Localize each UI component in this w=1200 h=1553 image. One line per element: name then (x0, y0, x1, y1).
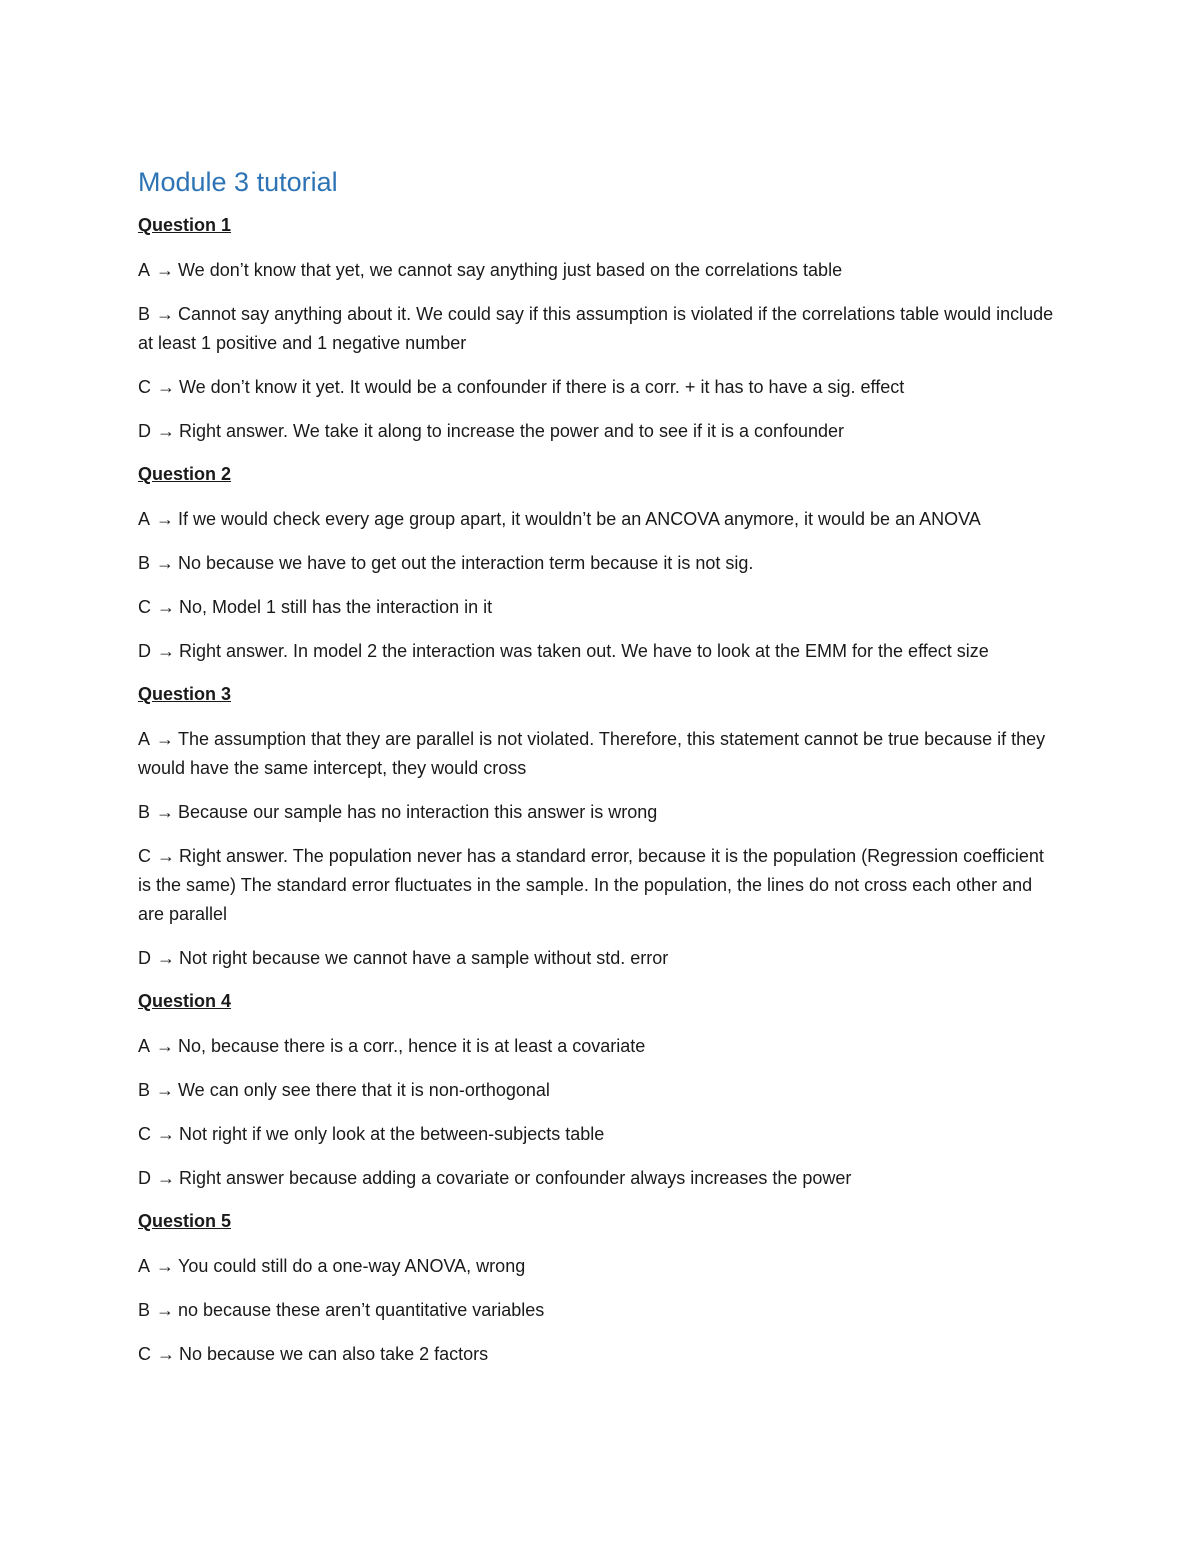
answer-letter: C (138, 1124, 151, 1144)
answer-letter: D (138, 641, 151, 661)
answer-text: No, Model 1 still has the interaction in it (179, 597, 493, 617)
answer-letter: C (138, 597, 151, 617)
answer-letter: C (138, 846, 151, 866)
answer-letter: C (138, 1344, 151, 1364)
answer-letter: A (138, 729, 151, 749)
question-section (138, 461, 1058, 666)
answer-text: You could still do a one-way ANOVA, wrong (178, 1256, 526, 1276)
questions-list (138, 212, 1058, 1369)
document-page (138, 162, 1058, 1384)
arrow-right-icon: → (156, 304, 175, 324)
answer-letter: B (138, 802, 151, 822)
answer-text: No, because there is a corr., hence it is at least a covariate (178, 1036, 646, 1056)
answer-item (138, 798, 1058, 827)
question-heading: Question 5 (138, 1211, 232, 1231)
arrow-right-icon: → (156, 729, 175, 749)
arrow-right-icon: → (157, 377, 175, 397)
arrow-right-icon: → (157, 421, 175, 441)
question-section (138, 212, 1058, 446)
answer-letter: D (138, 948, 151, 968)
answer-letter: B (138, 1300, 151, 1320)
answer-letter: A (138, 1256, 151, 1276)
question-heading: Question 3 (138, 684, 232, 704)
answer-text: The assumption that they are parallel is not violated. Therefore, this statement cannot be true because if they would have the same intercept, they would cross (138, 729, 1046, 778)
question-section (138, 1208, 1058, 1369)
answer-item (138, 593, 1058, 622)
answer-text: No because we have to get out the interaction term because it is not sig. (178, 553, 754, 573)
answer-item (138, 637, 1058, 666)
answer-item (138, 373, 1058, 402)
question-heading: Question 4 (138, 991, 232, 1011)
answer-item (138, 505, 1058, 534)
answer-item (138, 842, 1058, 929)
answer-item (138, 944, 1058, 973)
answer-text: Right answer. The population never has a standard error, because it is the population (Regression coefficient is the same) The standard error fluctuates in the sample. In the population, the lines do not cross each other and are parallel (138, 846, 1044, 924)
document-title: Module 3 tutorial (138, 167, 338, 197)
question-heading: Question 2 (138, 464, 232, 484)
question-section (138, 988, 1058, 1193)
answer-item (138, 1296, 1058, 1325)
arrow-right-icon: → (157, 1344, 175, 1364)
arrow-right-icon: → (156, 1300, 175, 1320)
arrow-right-icon: → (157, 597, 175, 617)
answer-item (138, 1076, 1058, 1105)
answer-text: Cannot say anything about it. We could say if this assumption is violated if the correlations table would include at least 1 positive and 1 negative number (138, 304, 1054, 353)
answer-text: Right answer. We take it along to increase the power and to see if it is a confounder (179, 421, 845, 441)
answer-item (138, 1164, 1058, 1193)
arrow-right-icon: → (157, 641, 175, 661)
arrow-right-icon: → (156, 509, 175, 529)
answer-text: Right answer. In model 2 the interaction was taken out. We have to look at the EMM for the effect size (179, 641, 989, 661)
answer-text: Not right if we only look at the between-subjects table (179, 1124, 605, 1144)
answer-text: Not right because we cannot have a sample without std. error (179, 948, 669, 968)
answer-item (138, 300, 1058, 358)
arrow-right-icon: → (156, 260, 175, 280)
arrow-right-icon: → (156, 1256, 175, 1276)
answer-text: We don’t know that yet, we cannot say anything just based on the correlations table (178, 260, 843, 280)
answer-letter: D (138, 1168, 151, 1188)
answer-item (138, 1120, 1058, 1149)
answer-item (138, 1032, 1058, 1061)
arrow-right-icon: → (157, 846, 175, 866)
answer-letter: D (138, 421, 151, 441)
answer-letter: B (138, 1080, 151, 1100)
arrow-right-icon: → (156, 1036, 175, 1056)
answer-item (138, 1340, 1058, 1369)
answer-letter: B (138, 304, 151, 324)
answer-text: no because these aren’t quantitative variables (178, 1300, 545, 1320)
answer-text: If we would check every age group apart, it wouldn’t be an ANCOVA anymore, it would be an ANOVA (178, 509, 981, 529)
answer-item (138, 725, 1058, 783)
answer-letter: A (138, 260, 151, 280)
arrow-right-icon: → (156, 1080, 175, 1100)
answer-letter: A (138, 1036, 151, 1056)
answer-text: We don’t know it yet. It would be a confounder if there is a corr. + it has to have a sig. effect (179, 377, 905, 397)
question-section (138, 681, 1058, 973)
arrow-right-icon: → (156, 553, 175, 573)
answer-item (138, 549, 1058, 578)
question-heading: Question 1 (138, 215, 232, 235)
arrow-right-icon: → (157, 1124, 175, 1144)
answer-letter: B (138, 553, 151, 573)
answer-item (138, 417, 1058, 446)
answer-text: We can only see there that it is non-orthogonal (178, 1080, 550, 1100)
answer-item (138, 1252, 1058, 1281)
arrow-right-icon: → (156, 802, 175, 822)
arrow-right-icon: → (157, 948, 175, 968)
answer-text: Because our sample has no interaction this answer is wrong (178, 802, 658, 822)
answer-text: No because we can also take 2 factors (179, 1344, 489, 1364)
answer-letter: A (138, 509, 151, 529)
answer-text: Right answer because adding a covariate or confounder always increases the power (179, 1168, 852, 1188)
answer-letter: C (138, 377, 151, 397)
arrow-right-icon: → (157, 1168, 175, 1188)
answer-item (138, 256, 1058, 285)
